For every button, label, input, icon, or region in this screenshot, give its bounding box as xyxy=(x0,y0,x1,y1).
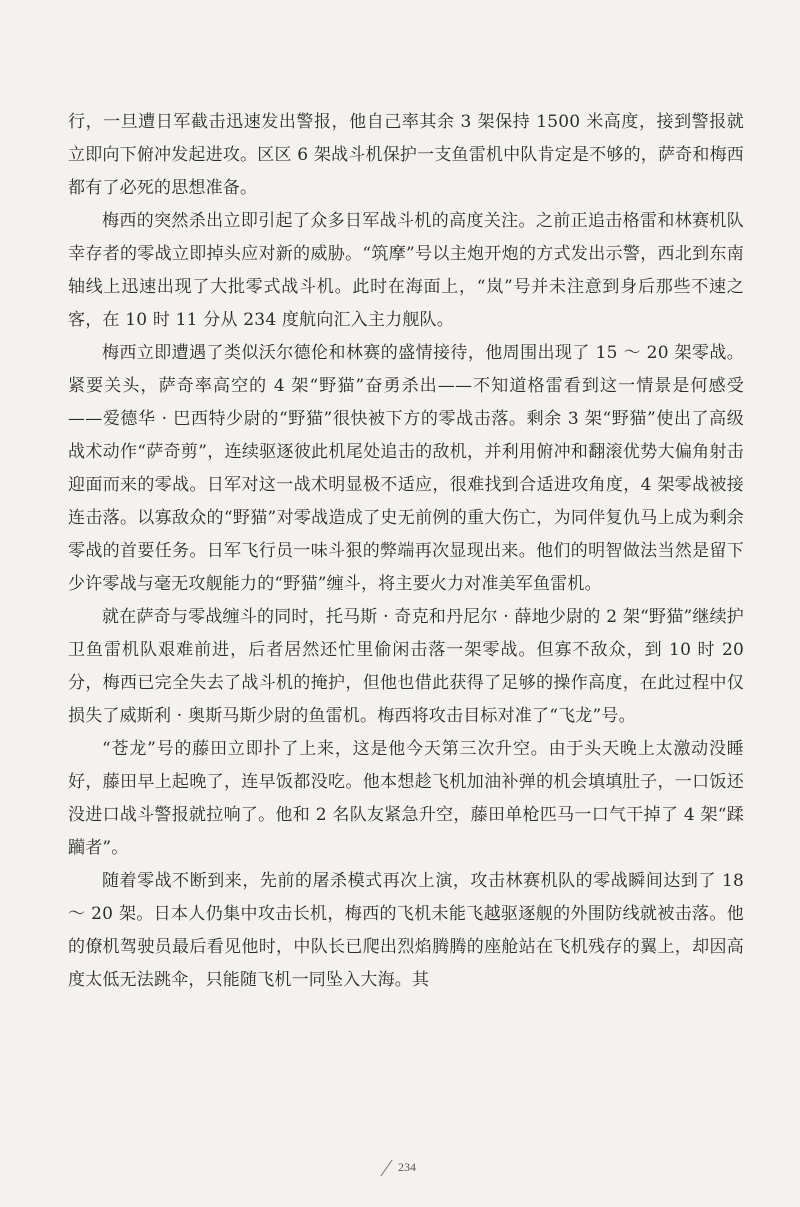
paragraph: 行，一旦遭日军截击迅速发出警报，他自己率其余 3 架保持 1500 米高度，接到警报就立即向下俯冲发起进攻。区区 6 架战斗机保护一支鱼雷机中队肯定是不够的，萨奇和梅西都有了必死的思想准备。 xyxy=(68,112,744,198)
paragraph: 梅西立即遭遇了类似沃尔德伦和林赛的盛情接待，他周围出现了 15 ～ 20 架零战。紧要关头，萨奇率高空的 4 架“野猫”奋勇杀出——不知道格雷看到这一情景是何感受——爱德华 · 巴西特少尉的“野猫”很快被下方的零战击落。剩余 3 架“野猫”使出了高级战术动作“萨奇剪”，连续驱逐彼此机尾处追击的敌机，并利用俯冲和翻滚优势大偏角射击迎面而来的零战。日军对这一战术明显极不适应，很难找到合适进攻角度，4 架零战被接连击落。以寡敌众的“野猫”对零战造成了史无前例的重大伤亡，为同伴复仇马上成为剩余零战的首要任务。日军飞行员一味斗狠的弊端再次显现出来。他们的明智做法当然是留下少许零战与毫无攻舰能力的“野猫”缠斗，将主要火力对准美军鱼雷机。 xyxy=(68,343,744,594)
paragraph: 随着零战不断到来，先前的屠杀模式再次上演，攻击林赛机队的零战瞬间达到了 18 ～ 20 架。日本人仍集中攻击长机，梅西的飞机未能飞越驱逐舰的外围防线就被击落。他的僚机驾驶员最后看见他时，中队长已爬出烈焰腾腾的座舱站在飞机残存的翼上，却因高度太低无法跳伞，只能随飞机一同坠入大海。其 xyxy=(68,871,744,990)
page-number: 234 xyxy=(398,1160,416,1174)
paragraph: 就在萨奇与零战缠斗的同时，托马斯 · 奇克和丹尼尔 · 薛地少尉的 2 架“野猫”继续护卫鱼雷机队艰难前进，后者居然还忙里偷闲击落一架零战。但寡不敌众，到 10 时 20 分，梅西已完全失去了战斗机的掩护，但他也借此获得了足够的操作高度，在此过程中仅损失了威斯利 · 奥斯马斯少尉的鱼雷机。梅西将攻击目标对准了“飞龙”号。 xyxy=(68,607,744,726)
page-number-slash xyxy=(380,1160,392,1177)
paragraph: “苍龙”号的藤田立即扑了上来，这是他今天第三次升空。由于头天晚上太激动没睡好，藤田早上起晚了，连早饭都没吃。他本想趁飞机加油补弹的机会填填肚子，一口饭还没进口战斗警报就拉响了。他和 2 名队友紧急升空，藤田单枪匹马一口气干掉了 4 架“蹂躏者”。 xyxy=(68,739,744,858)
paragraph: 梅西的突然杀出立即引起了众多日军战斗机的高度关注。之前正追击格雷和林赛机队幸存者的零战立即掉头应对新的威胁。“筑摩”号以主炮开炮的方式发出示警，西北到东南轴线上迅速出现了大批零式战斗机。此时在海面上，“岚”号并未注意到身后那些不速之客，在 10 时 11 分从 234 度航向汇入主力舰队。 xyxy=(68,211,744,330)
text-body xyxy=(68,106,744,997)
